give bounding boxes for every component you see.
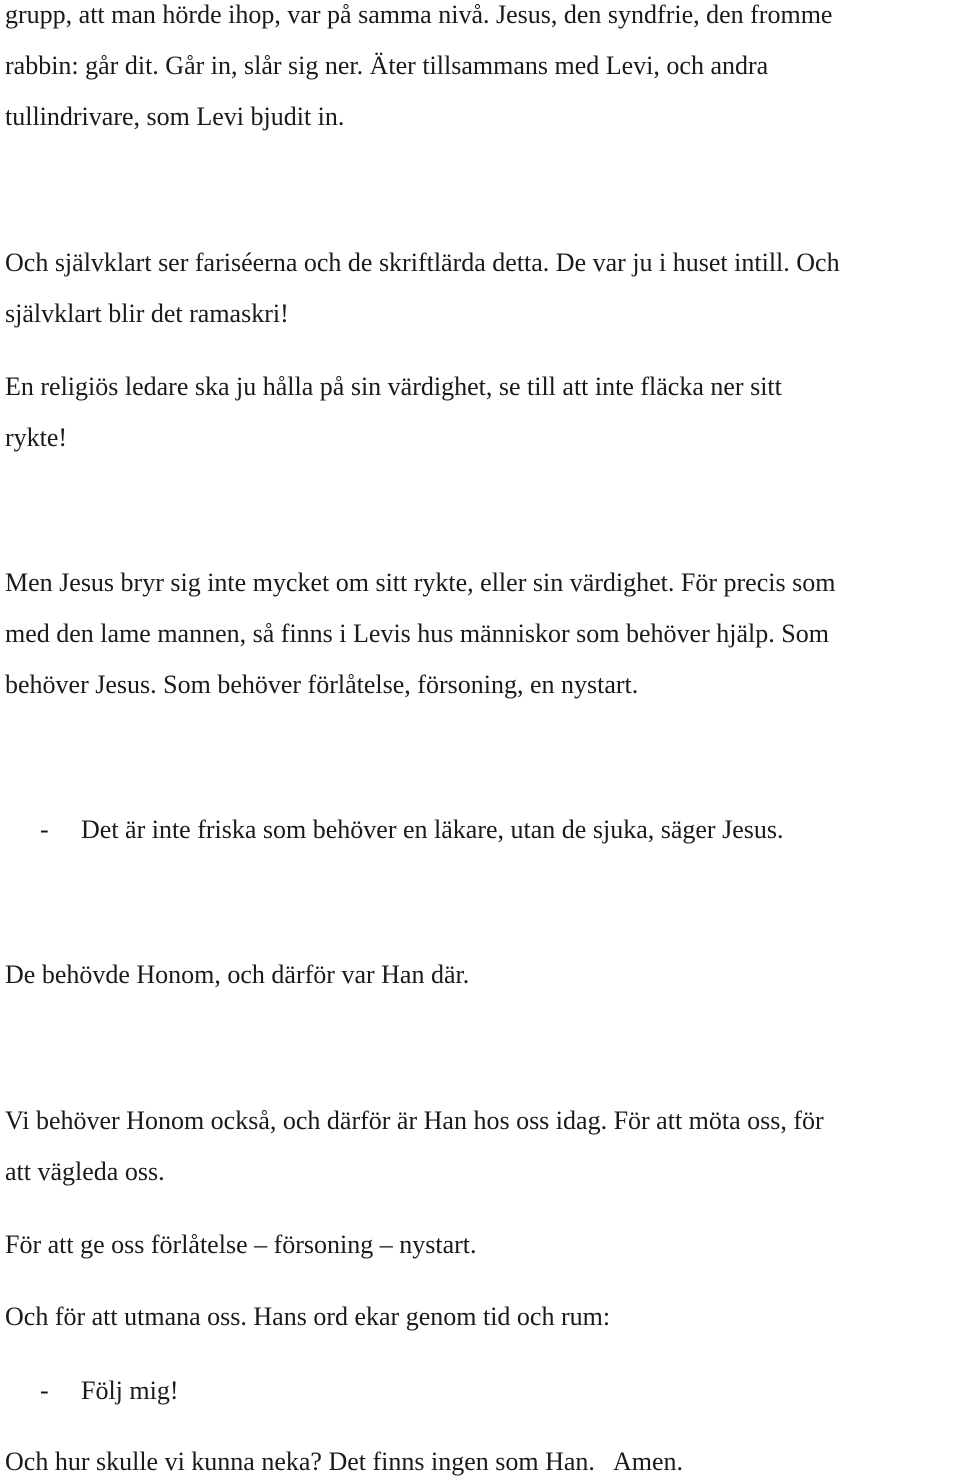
paragraph-2-line-2: självklart blir det ramaskri! [5, 299, 289, 328]
paragraph-4-line-2: med den lame mannen, så finns i Levis hus människor som behöver hjälp. Som [5, 619, 829, 648]
quote-1-dash: - [40, 815, 49, 844]
paragraph-6-line-1: Vi behöver Honom också, och därför är Han hos oss idag. För att möta oss, för [5, 1106, 824, 1135]
quote-2 [5, 1376, 179, 1406]
quote-2-text: Följ mig! [81, 1376, 179, 1405]
paragraph-6-line-2: att vägleda oss. [5, 1157, 165, 1186]
paragraph-8: Och för att utmana oss. Hans ord ekar genom tid och rum: [5, 1302, 611, 1331]
paragraph-3-line-2: rykte! [5, 423, 68, 452]
quote-2-dash: - [40, 1376, 49, 1405]
paragraph-1-line-1: grupp, att man hörde ihop, var på samma nivå. Jesus, den syndfrie, den fromme [5, 0, 833, 29]
paragraph-4-line-1: Men Jesus bryr sig inte mycket om sitt rykte, eller sin värdighet. För precis som [5, 568, 836, 597]
paragraph-4-line-3: behöver Jesus. Som behöver förlåtelse, försoning, en nystart. [5, 670, 639, 699]
paragraph-9: Och hur skulle vi kunna neka? Det finns ingen som Han. Amen. [5, 1447, 684, 1476]
quote-1-text: Det är inte friska som behöver en läkare, utan de sjuka, säger Jesus. [81, 815, 784, 844]
paragraph-2-line-1: Och självklart ser fariséerna och de skriftlärda detta. De var ju i huset intill. Och [5, 248, 840, 277]
paragraph-3-line-1: En religiös ledare ska ju hålla på sin värdighet, se till att inte fläcka ner sitt [5, 372, 782, 401]
paragraph-1-line-3: tullindrivare, som Levi bjudit in. [5, 102, 345, 131]
paragraph-7: För att ge oss förlåtelse – försoning – nystart. [5, 1230, 477, 1259]
paragraph-1-line-2: rabbin: går dit. Går in, slår sig ner. Äter tillsammans med Levi, och andra [5, 51, 769, 80]
quote-1 [5, 815, 783, 845]
paragraph-5: De behövde Honom, och därför var Han där. [5, 960, 470, 989]
